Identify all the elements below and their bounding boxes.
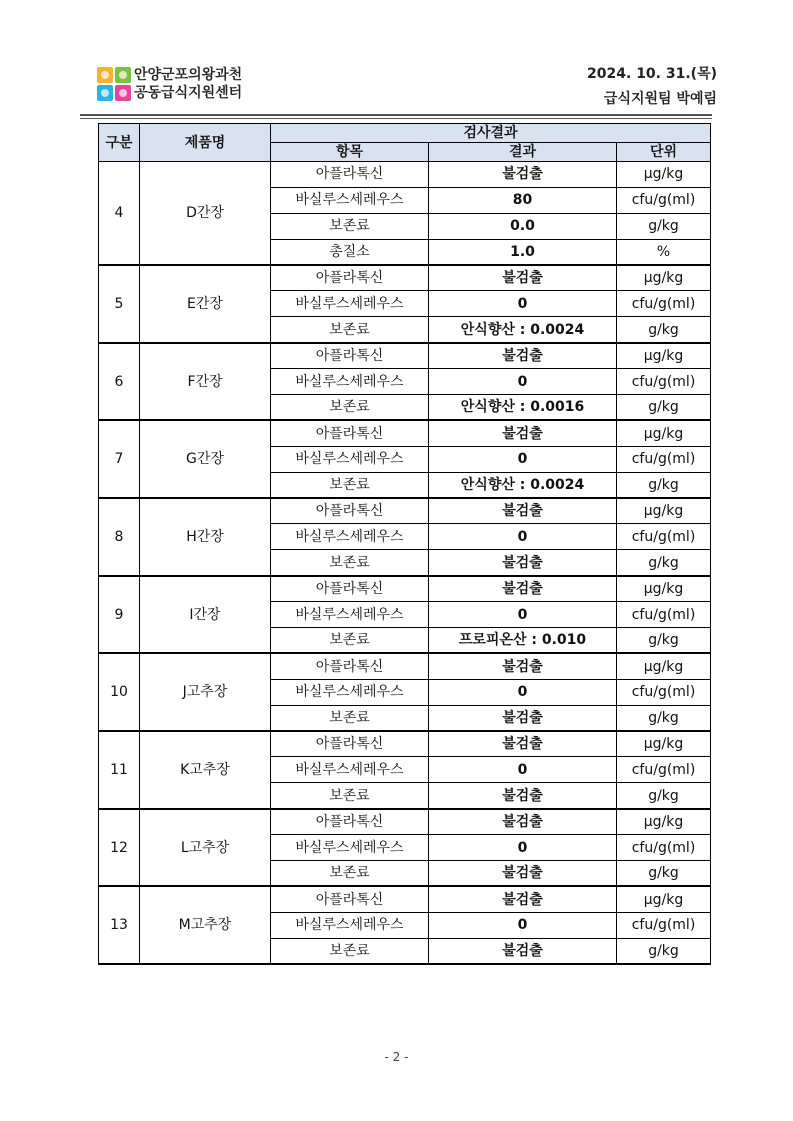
test-unit: g/kg (617, 705, 711, 731)
test-item: 아플라톡신 (271, 653, 429, 679)
test-item: 보존료 (271, 472, 429, 498)
table-row (99, 809, 711, 835)
test-result: 0 (429, 446, 617, 472)
test-result: 안식향산 : 0.0024 (429, 472, 617, 498)
test-unit: g/kg (617, 861, 711, 887)
product-name: F간장 (140, 343, 271, 421)
table-body (99, 162, 711, 965)
table-row (99, 343, 711, 369)
test-result: 0 (429, 369, 617, 395)
test-item: 바실루스세레우스 (271, 757, 429, 783)
test-item: 아플라톡신 (271, 576, 429, 602)
test-unit: cfu/g(ml) (617, 369, 711, 395)
test-unit: g/kg (617, 783, 711, 809)
table-row (99, 498, 711, 524)
header-product: 제품명 (140, 124, 271, 162)
product-name: E간장 (140, 265, 271, 343)
header-divider-thin (80, 118, 712, 119)
test-result: 불검출 (429, 809, 617, 835)
test-result: 불검출 (429, 343, 617, 369)
test-item: 보존료 (271, 395, 429, 421)
group-number: 8 (99, 498, 140, 576)
test-result: 0 (429, 835, 617, 861)
test-result: 불검출 (429, 420, 617, 446)
test-unit: cfu/g(ml) (617, 757, 711, 783)
product-name: J고추장 (140, 653, 271, 731)
header-unit: 단위 (617, 143, 711, 162)
test-item: 바실루스세레우스 (271, 187, 429, 213)
group-number: 11 (99, 731, 140, 809)
group-number: 6 (99, 343, 140, 421)
table-row (99, 886, 711, 912)
test-result: 불검출 (429, 498, 617, 524)
test-unit: cfu/g(ml) (617, 912, 711, 938)
test-result: 0 (429, 524, 617, 550)
table-row (99, 162, 711, 188)
test-result: 불검출 (429, 861, 617, 887)
group-number: 4 (99, 162, 140, 266)
header-result-group: 검사결과 (271, 124, 711, 143)
test-result: 불검출 (429, 886, 617, 912)
product-name: D간장 (140, 162, 271, 266)
test-unit: cfu/g(ml) (617, 835, 711, 861)
group-number: 9 (99, 576, 140, 654)
test-result: 안식향산 : 0.0024 (429, 317, 617, 343)
product-name: G간장 (140, 420, 271, 498)
group-number: 5 (99, 265, 140, 343)
test-item: 보존료 (271, 938, 429, 964)
test-unit: μg/kg (617, 731, 711, 757)
test-result: 프로피온산 : 0.010 (429, 628, 617, 654)
test-item: 아플라톡신 (271, 420, 429, 446)
test-result: 0 (429, 912, 617, 938)
table-row (99, 420, 711, 446)
test-unit: μg/kg (617, 420, 711, 446)
test-item: 바실루스세레우스 (271, 291, 429, 317)
test-item: 보존료 (271, 213, 429, 239)
test-item: 바실루스세레우스 (271, 446, 429, 472)
test-item: 아플라톡신 (271, 886, 429, 912)
org-name-line1: 안양군포의왕과천 (134, 67, 243, 83)
test-result: 0 (429, 291, 617, 317)
test-unit: μg/kg (617, 809, 711, 835)
product-name: I간장 (140, 576, 271, 654)
product-name: M고추장 (140, 886, 271, 964)
test-unit: g/kg (617, 317, 711, 343)
test-result: 불검출 (429, 653, 617, 679)
document-author: 급식지원팀 박예림 (603, 91, 717, 107)
test-item: 보존료 (271, 317, 429, 343)
test-unit: μg/kg (617, 576, 711, 602)
test-item: 바실루스세레우스 (271, 679, 429, 705)
test-item: 아플라톡신 (271, 265, 429, 291)
test-result: 불검출 (429, 783, 617, 809)
product-name: L고추장 (140, 809, 271, 887)
table-row (99, 576, 711, 602)
test-unit: cfu/g(ml) (617, 679, 711, 705)
test-unit: cfu/g(ml) (617, 291, 711, 317)
header-item: 항목 (271, 143, 429, 162)
test-result: 불검출 (429, 576, 617, 602)
test-unit: μg/kg (617, 653, 711, 679)
test-unit: g/kg (617, 213, 711, 239)
test-item: 바실루스세레우스 (271, 524, 429, 550)
test-unit: cfu/g(ml) (617, 524, 711, 550)
test-result: 불검출 (429, 550, 617, 576)
test-item: 아플라톡신 (271, 809, 429, 835)
test-unit: μg/kg (617, 498, 711, 524)
test-item: 바실루스세레우스 (271, 835, 429, 861)
test-item: 보존료 (271, 783, 429, 809)
group-number: 10 (99, 653, 140, 731)
test-result: 불검출 (429, 265, 617, 291)
test-result: 80 (429, 187, 617, 213)
test-item: 바실루스세레우스 (271, 912, 429, 938)
table-row (99, 265, 711, 291)
page-number: - 2 - (384, 1050, 409, 1064)
table-row (99, 731, 711, 757)
inspection-results-table (98, 123, 711, 965)
test-unit: g/kg (617, 938, 711, 964)
center-logo-icon (96, 66, 132, 102)
table-row (99, 653, 711, 679)
org-name (134, 66, 242, 102)
product-name: H간장 (140, 498, 271, 576)
document-date: 2024. 10. 31.(목) (587, 66, 717, 82)
header-divider-thick (80, 114, 712, 116)
test-result: 불검출 (429, 731, 617, 757)
test-unit: cfu/g(ml) (617, 602, 711, 628)
group-number: 13 (99, 886, 140, 964)
test-unit: g/kg (617, 550, 711, 576)
group-number: 7 (99, 420, 140, 498)
test-unit: μg/kg (617, 343, 711, 369)
header-group: 구분 (99, 124, 140, 162)
test-unit: μg/kg (617, 265, 711, 291)
test-item: 보존료 (271, 628, 429, 654)
test-unit: μg/kg (617, 886, 711, 912)
test-result: 불검출 (429, 162, 617, 188)
test-unit: cfu/g(ml) (617, 446, 711, 472)
test-result: 1.0 (429, 239, 617, 265)
test-unit: % (617, 239, 711, 265)
test-item: 보존료 (271, 705, 429, 731)
test-item: 총질소 (271, 239, 429, 265)
test-result: 불검출 (429, 938, 617, 964)
test-result: 0.0 (429, 213, 617, 239)
test-item: 아플라톡신 (271, 343, 429, 369)
group-number: 12 (99, 809, 140, 887)
test-result: 0 (429, 679, 617, 705)
test-item: 아플라톡신 (271, 162, 429, 188)
header-result: 결과 (429, 143, 617, 162)
test-item: 보존료 (271, 861, 429, 887)
document-meta (587, 62, 717, 112)
test-unit: cfu/g(ml) (617, 187, 711, 213)
test-unit: g/kg (617, 472, 711, 498)
test-result: 0 (429, 602, 617, 628)
product-name: K고추장 (140, 731, 271, 809)
test-item: 아플라톡신 (271, 498, 429, 524)
test-result: 0 (429, 757, 617, 783)
test-item: 바실루스세레우스 (271, 602, 429, 628)
test-item: 보존료 (271, 550, 429, 576)
org-name-line2: 공동급식지원센터 (134, 85, 243, 101)
test-result: 불검출 (429, 705, 617, 731)
test-unit: g/kg (617, 628, 711, 654)
test-result: 안식향산 : 0.0016 (429, 395, 617, 421)
test-item: 바실루스세레우스 (271, 369, 429, 395)
test-unit: μg/kg (617, 162, 711, 188)
test-unit: g/kg (617, 395, 711, 421)
test-item: 아플라톡신 (271, 731, 429, 757)
